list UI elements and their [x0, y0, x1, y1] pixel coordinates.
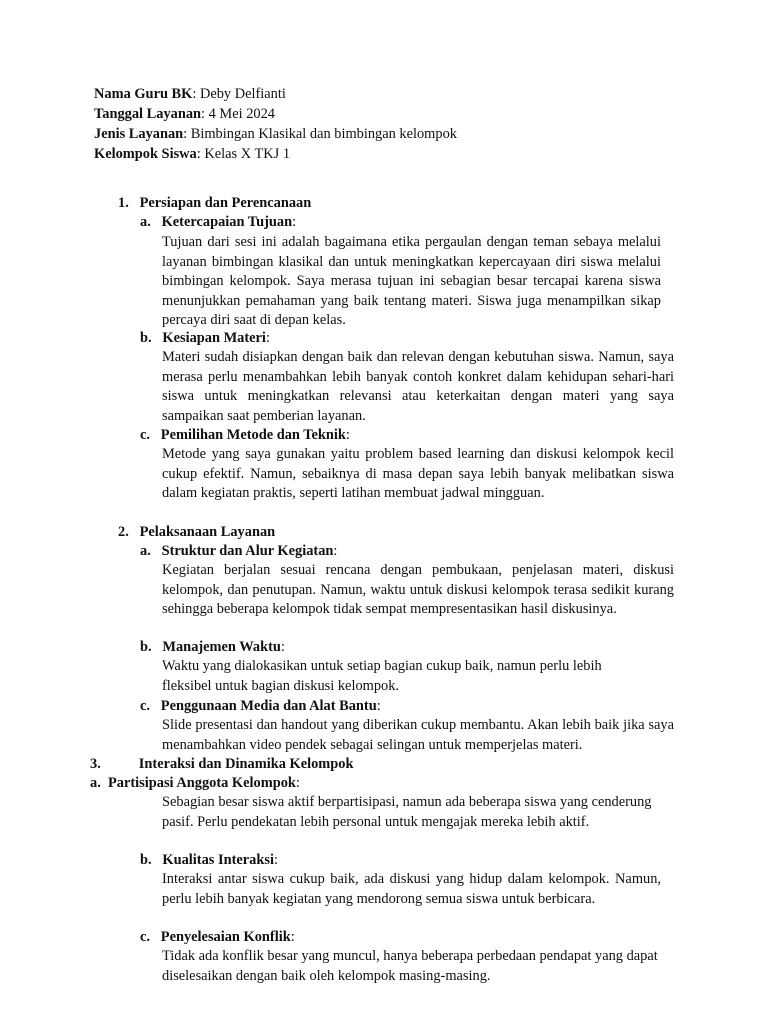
section-1-item-b-heading: b. Kesiapan Materi:: [140, 330, 270, 346]
section-2-heading: 2. Pelaksanaan Layanan: [118, 524, 276, 540]
section-3-item-c-text: Tidak ada konflik besar yang muncul, hanya beberapa perbedaan pendapat yang dapat diselesaikan dengan baik oleh kelompok masing-masing.: [162, 948, 658, 984]
section-1-item-b-text: Materi sudah disiapkan dengan baik dan relevan dengan kebutuhan siswa. Namun, saya merasa perlu menambahkan lebih banyak contoh konkret dalam kehidupan sehari-hari siswa untuk meningkatkan relevansi atau keterkaitan dengan materi yang saya sampaikan saat pemberian layanan.: [162, 349, 674, 424]
section-1-item-c-text: Metode yang saya gunakan yaitu problem based learning dan diskusi kelompok kecil cukup efektif. Namun, sebaiknya di masa depan saya lebih banyak melibatkan siswa dalam kegiatan praktis, seperti latihan membuat jadwal mingguan.: [162, 446, 674, 502]
section-3-heading: 3. Interaksi dan Dinamika Kelompok: [90, 756, 354, 772]
section-1-heading: 1. Persiapan dan Perencanaan: [118, 195, 312, 211]
section-1-item-a-text: Tujuan dari sesi ini adalah bagaimana etika pergaulan dengan teman sebaya melalui layanan bimbingan klasikal dan untuk meningkatkan kepercayaan diri siswa melalui bimbingan kelompok. Saya merasa tujuan ini sebagian besar tercapai karena siswa menunjukkan pemahaman yang baik tentang materi. Siswa juga menampilkan sikap percaya diri saat di depan kelas.: [162, 234, 661, 329]
section-3-item-a-text: Sebagian besar siswa aktif berpartisipasi, namun ada beberapa siswa yang cenderung pasif. Perlu pendekatan lebih personal untuk mengajak mereka lebih aktif.: [162, 794, 652, 830]
section-1-item-a-heading: a. Ketercapaian Tujuan:: [140, 214, 297, 230]
header-tanggal: Tanggal Layanan: 4 Mei 2024: [94, 106, 275, 122]
header-block: [94, 84, 457, 164]
section-2-item-c-text: Slide presentasi dan handout yang diberikan cukup membantu. Akan lebih baik jika saya menambahkan video pendek sebagai selingan untuk memperjelas materi.: [162, 717, 674, 753]
section-2-item-c-heading: c. Penggunaan Media dan Alat Bantu:: [140, 698, 381, 714]
section-3-item-c-heading: c. Penyelesaian Konflik:: [140, 929, 295, 945]
section-2-item-b-heading: b. Manajemen Waktu:: [140, 639, 285, 655]
header-jenis: Jenis Layanan: Bimbingan Klasikal dan bimbingan kelompok: [94, 126, 457, 142]
section-3-item-a-heading: a. Partisipasi Anggota Kelompok:: [90, 775, 300, 791]
section-3-item-b-text: Interaksi antar siswa cukup baik, ada diskusi yang hidup dalam kelompok. Namun, perlu lebih banyak kegiatan yang mendorong semua siswa untuk berbicara.: [162, 871, 661, 907]
section-2-item-b-text: Waktu yang dialokasikan untuk setiap bagian cukup baik, namun perlu lebih fleksibel untuk bagian diskusi kelompok.: [162, 658, 602, 694]
section-1-item-c-heading: c. Pemilihan Metode dan Teknik:: [140, 427, 350, 443]
section-2-item-a-text: Kegiatan berjalan sesuai rencana dengan pembukaan, penjelasan materi, diskusi kelompok, dan penutupan. Namun, waktu untuk diskusi kelompok terasa sedikit kurang sehingga beberapa kelompok tidak sempat mempresentasikan hasil diskusinya.: [162, 562, 674, 618]
header-guru: Nama Guru BK: Deby Delfianti: [94, 86, 286, 102]
section-2-item-a-heading: a. Struktur dan Alur Kegiatan:: [140, 543, 338, 559]
section-3-item-b-heading: b. Kualitas Interaksi:: [140, 852, 278, 868]
header-kelompok: Kelompok Siswa: Kelas X TKJ 1: [94, 146, 291, 162]
